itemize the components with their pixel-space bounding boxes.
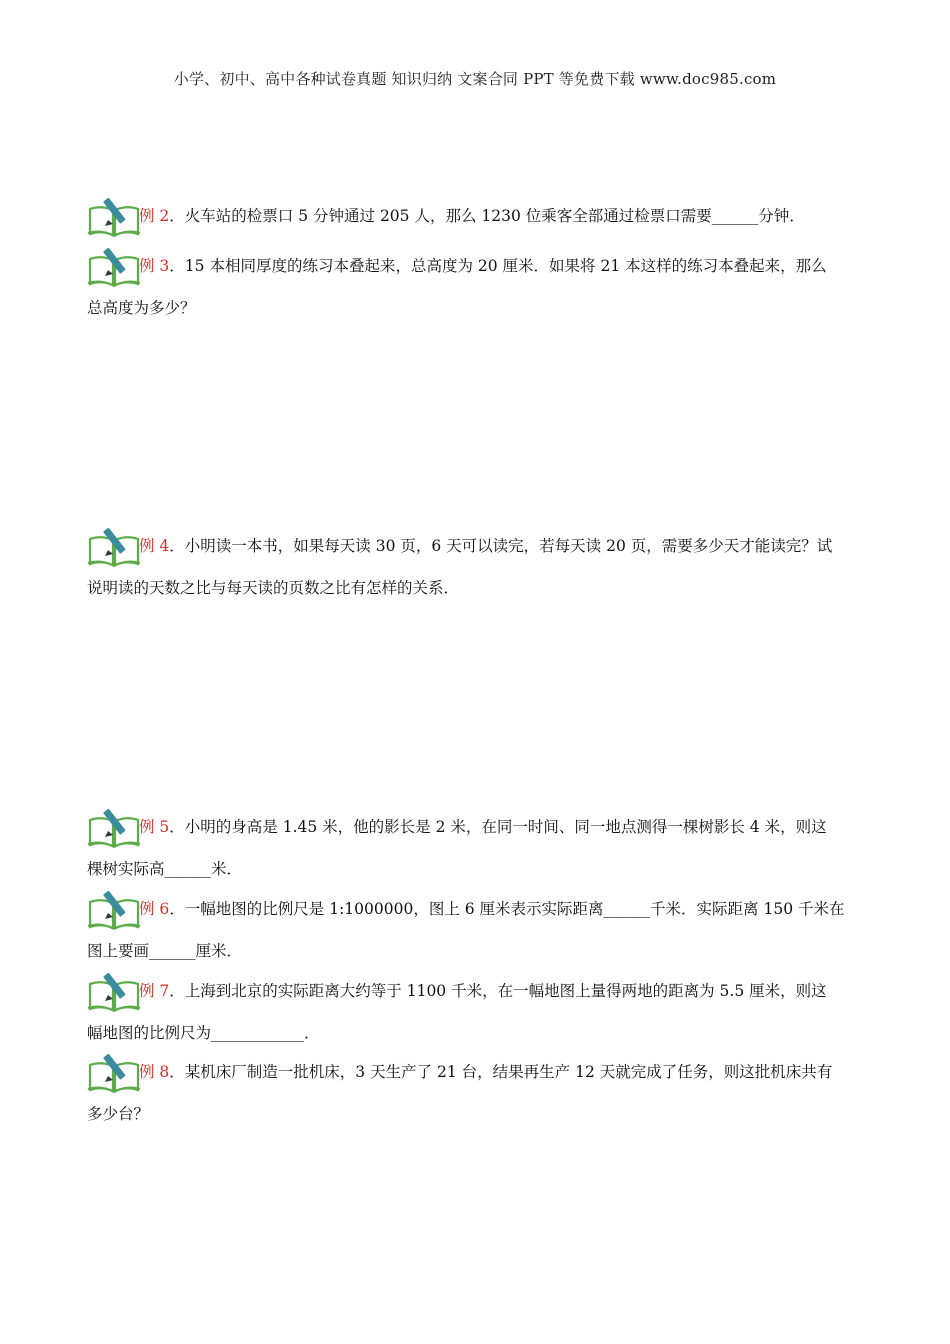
book-pencil-icon [87, 806, 141, 848]
example-text-continued: 幅地图的比例尺为____________． [87, 1024, 320, 1042]
example-text: ．15 本相同厚度的练习本叠起来，总高度为 20 厘米．如果将 21 本这样的练习本叠起来，那么 [169, 257, 827, 275]
example-text: ．一幅地图的比例尺是 1:1000000，图上 6 厘米表示实际距离______千米．实际距离 150 千米在 [169, 900, 845, 918]
book-pencil-icon [87, 195, 141, 237]
example-2 [87, 195, 867, 237]
example-text: ．火车站的检票口 5 分钟通过 205 人，那么 1230 位乘客全部通过检票口需要______分钟． [169, 207, 805, 225]
example-text-continued: 说明读的天数之比与每天读的页数之比有怎样的关系． [87, 579, 460, 597]
page-header: 小学、初中、高中各种试卷真题 知识归纳 文案合同 PPT 等免费下载 www.doc985.com [173, 70, 777, 88]
example-label: 例 8 [139, 1063, 170, 1081]
book-pencil-icon [87, 525, 141, 567]
example-label: 例 3 [139, 257, 170, 275]
example-8 [87, 1051, 867, 1135]
example-7 [87, 970, 867, 1054]
example-6 [87, 888, 867, 972]
example-3 [87, 245, 867, 329]
book-pencil-icon [87, 970, 141, 1012]
book-pencil-icon [87, 245, 141, 287]
example-text-continued: 多少台？ [87, 1105, 150, 1123]
example-label: 例 6 [139, 900, 170, 918]
example-5 [87, 806, 867, 890]
example-text: ．某机床厂制造一批机床，3 天生产了 21 台，结果再生产 12 天就完成了任务，则这批机床共有 [169, 1063, 833, 1081]
book-pencil-icon [87, 888, 141, 930]
example-label: 例 2 [139, 207, 170, 225]
example-text-continued: 棵树实际高______米． [87, 860, 243, 878]
example-text-continued: 总高度为多少？ [87, 299, 196, 317]
book-pencil-icon [87, 1051, 141, 1093]
example-text-continued: 图上要画______厘米． [87, 942, 243, 960]
example-text: ．小明读一本书，如果每天读 30 页，6 天可以读完，若每天读 20 页，需要多少天才能读完？试 [169, 537, 833, 555]
example-label: 例 4 [139, 537, 170, 555]
example-label: 例 7 [139, 982, 170, 1000]
example-text: ．上海到北京的实际距离大约等于 1100 千米，在一幅地图上量得两地的距离为 5.5 厘米，则这 [169, 982, 827, 1000]
example-text: ．小明的身高是 1.45 米，他的影长是 2 米，在同一时间、同一地点测得一棵树影长 4 米，则这 [169, 818, 827, 836]
example-label: 例 5 [139, 818, 170, 836]
example-4 [87, 525, 867, 609]
